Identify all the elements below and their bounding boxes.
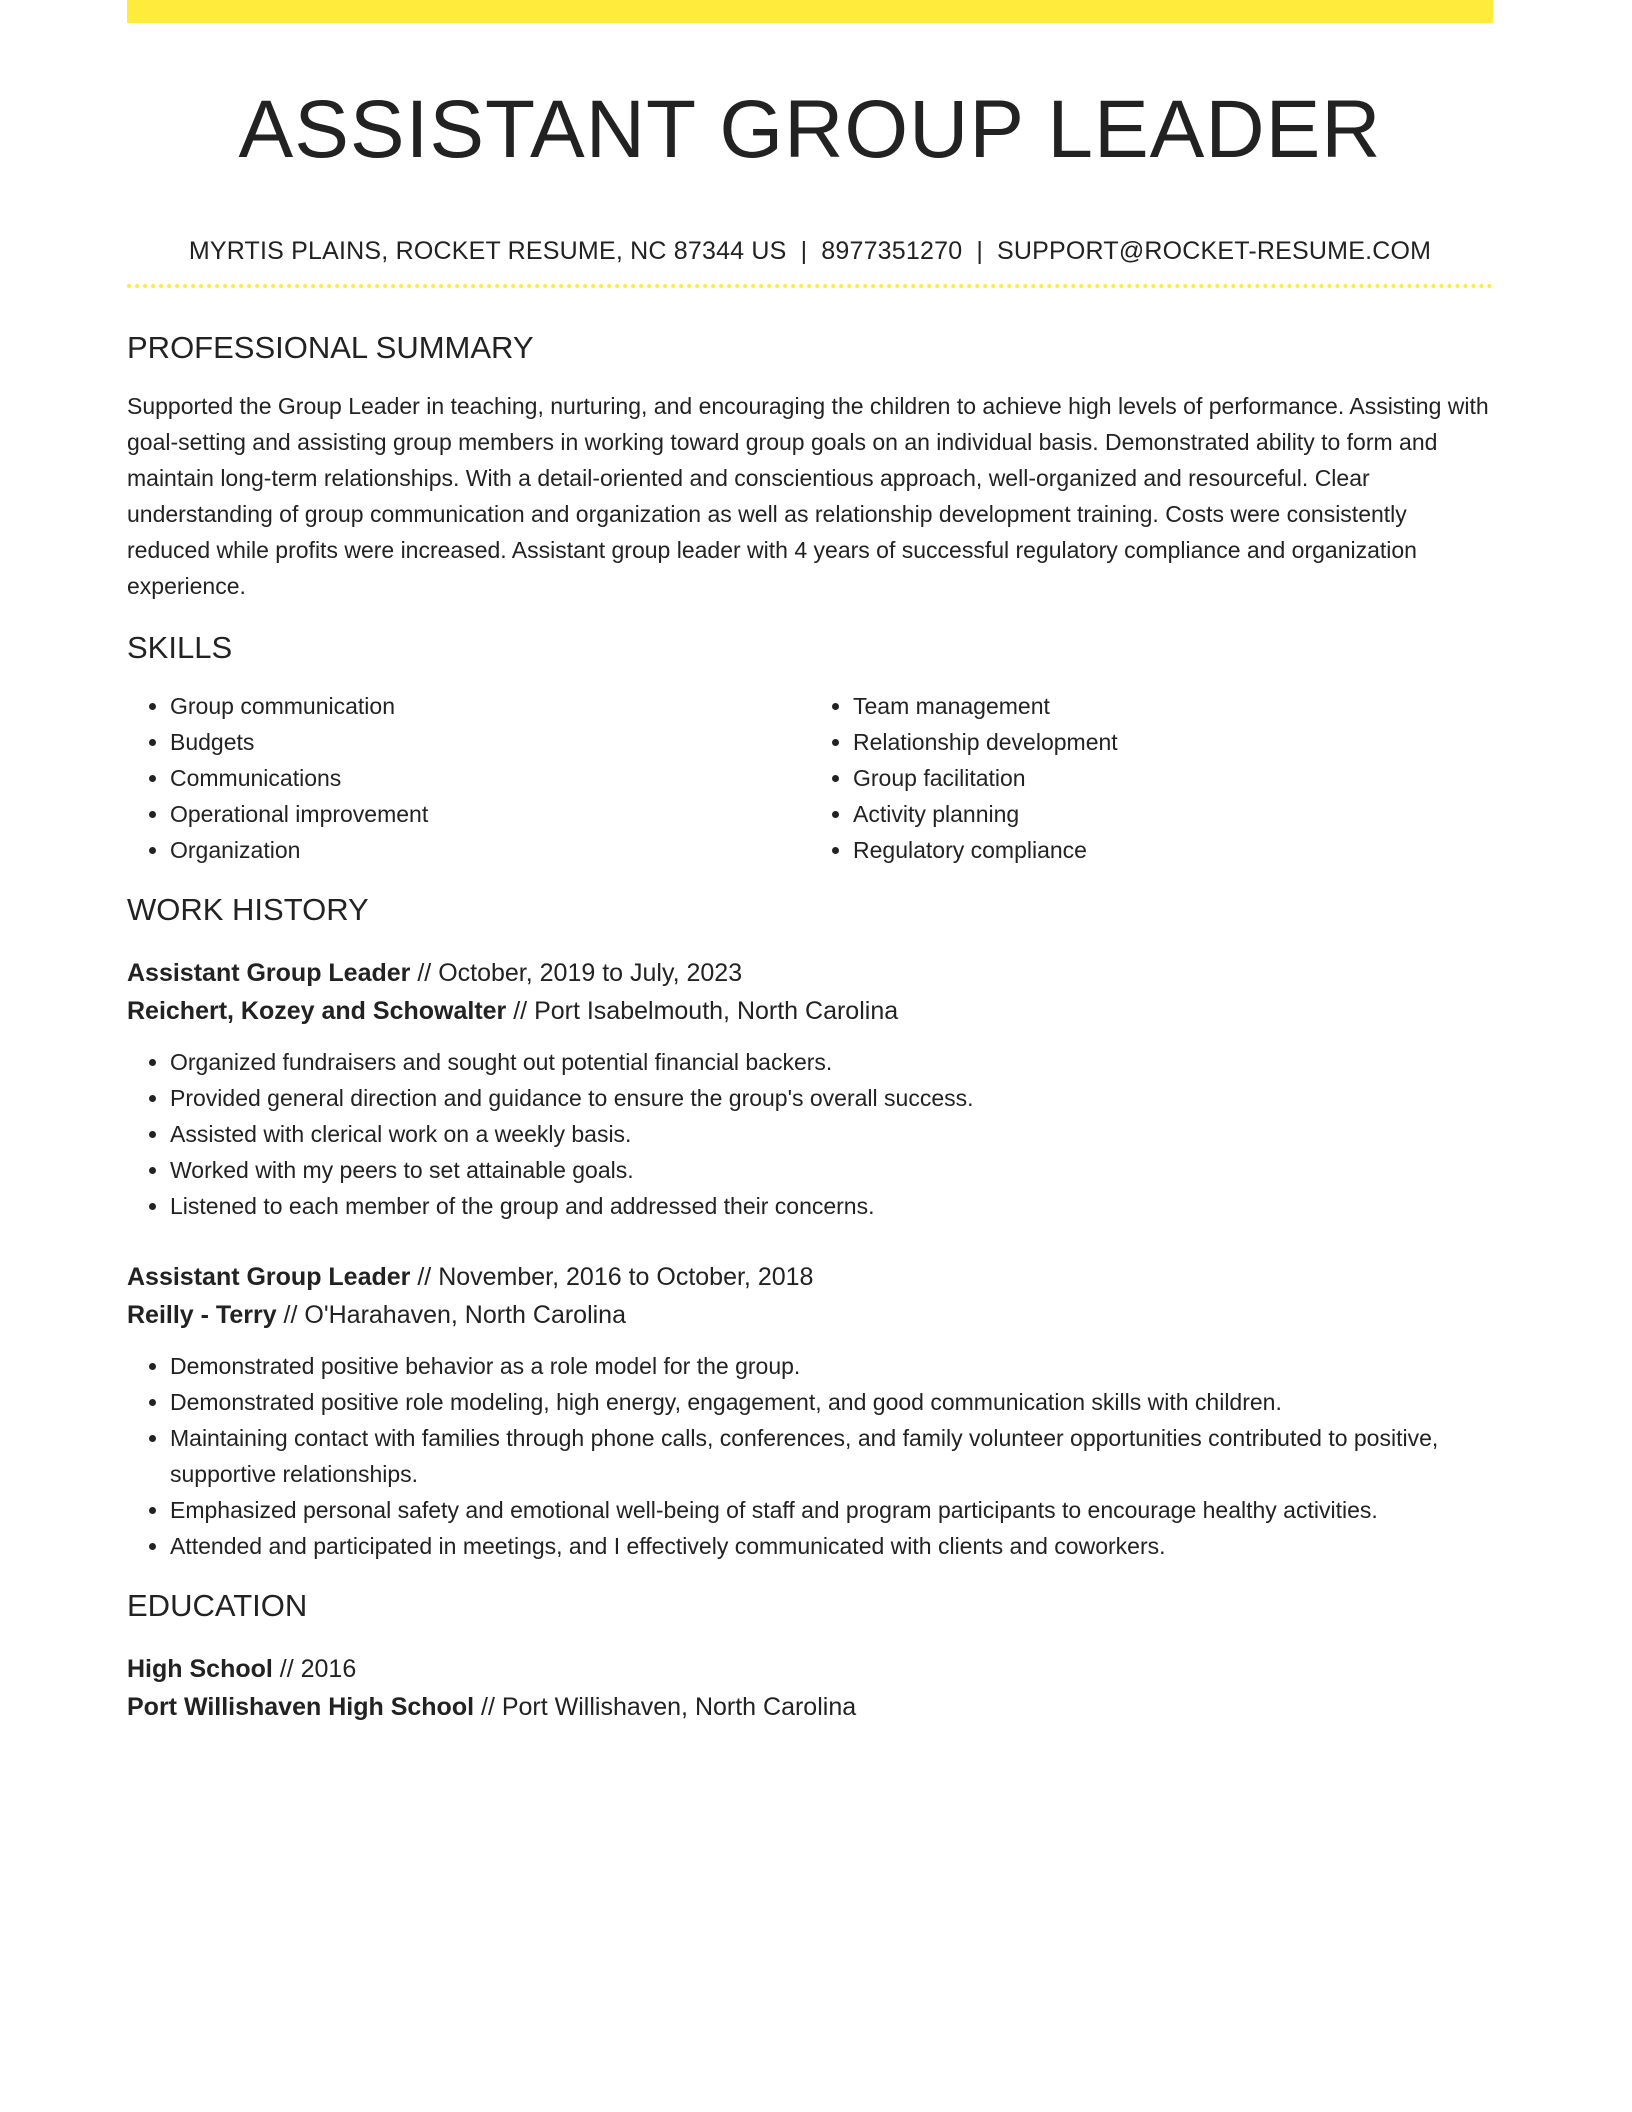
education-year: // 2016 — [272, 1655, 357, 1683]
skill-item: • Budgets — [170, 724, 810, 760]
skill-item: • Group facilitation — [853, 760, 1493, 796]
contact-line — [127, 234, 1493, 268]
contact-separator: | — [976, 237, 984, 265]
header-divider — [127, 284, 1493, 288]
contact-phone: 8977351270 — [821, 237, 963, 265]
skill-item: • Regulatory compliance — [853, 832, 1493, 868]
summary-text: Supported the Group Leader in teaching, nurturing, and encouraging the children to achieve high levels of performance. Assisting with goal-setting and assisting group members in working toward group goals on an individual basis. Demonstrated ability to form and maintain long-term relationships. With a detail-oriented and conscientious approach, well-organized and resourceful. Clear understanding of group communication and organization as well as relationship development training. Costs were consistently reduced while profits were increased. Assistant group leader with 4 years of successful regulatory compliance and organization experience. — [127, 393, 1489, 599]
job-bullet: • Demonstrated positive behavior as a role model for the group. — [170, 1348, 1493, 1384]
education-entry — [127, 1650, 1493, 1726]
education-degree-line — [127, 1650, 1493, 1688]
job-bullet: • Worked with my peers to set attainable goals. — [170, 1152, 1493, 1188]
job-entry — [127, 1258, 1493, 1564]
job-bullet: • Provided general direction and guidance to ensure the group's overall success. — [170, 1080, 1493, 1116]
job-role-line — [127, 954, 1493, 992]
job-bullet: • Demonstrated positive role modeling, high energy, engagement, and good communication skills with children. — [170, 1384, 1493, 1420]
summary-heading: PROFESSIONAL SUMMARY — [127, 330, 534, 365]
skills-heading: SKILLS — [127, 630, 233, 665]
education-school-line — [127, 1688, 1493, 1726]
job-bullet: • Listened to each member of the group and addressed their concerns. — [170, 1188, 1493, 1224]
resume-name: ASSISTANT GROUP LEADER — [238, 84, 1382, 175]
job-location: // Port Isabelmouth, North Carolina — [506, 997, 899, 1025]
resume-content — [127, 0, 1493, 1726]
contact-separator: | — [800, 237, 808, 265]
job-bullet: • Organized fundraisers and sought out potential financial backers. — [170, 1044, 1493, 1080]
skill-item: • Operational improvement — [170, 796, 810, 832]
work-history-heading: WORK HISTORY — [127, 892, 369, 927]
skills-column-left — [127, 688, 810, 868]
job-company: Reichert, Kozey and Schowalter — [127, 997, 507, 1025]
job-location: // O'Harahaven, North Carolina — [276, 1301, 626, 1329]
education-degree: High School — [127, 1655, 273, 1683]
job-bullets — [127, 1348, 1493, 1564]
job-company-line — [127, 992, 1493, 1030]
job-entry — [127, 954, 1493, 1224]
skill-item: • Activity planning — [853, 796, 1493, 832]
job-role: Assistant Group Leader — [127, 959, 411, 987]
education-location: // Port Willishaven, North Carolina — [474, 1693, 857, 1721]
skills-column-right — [810, 688, 1493, 868]
job-bullet: • Maintaining contact with families through phone calls, conferences, and family volunteer opportunities contributed to positive, supportive relationships. — [170, 1420, 1493, 1492]
contact-address: MYRTIS PLAINS, ROCKET RESUME, NC 87344 US — [188, 237, 787, 265]
skill-item: • Communications — [170, 760, 810, 796]
job-dates: // November, 2016 to October, 2018 — [410, 1263, 814, 1291]
skill-item: • Organization — [170, 832, 810, 868]
job-dates: // October, 2019 to July, 2023 — [410, 959, 743, 987]
job-bullet: • Emphasized personal safety and emotional well-being of staff and program participants to encourage healthy activities. — [170, 1492, 1493, 1528]
education-heading: EDUCATION — [127, 1588, 308, 1623]
contact-email: SUPPORT@ROCKET-RESUME.COM — [997, 237, 1432, 265]
skill-item: • Group communication — [170, 688, 810, 724]
job-company-line — [127, 1296, 1493, 1334]
job-role: Assistant Group Leader — [127, 1263, 411, 1291]
skills-grid — [127, 688, 1493, 868]
job-bullet: • Attended and participated in meetings, and I effectively communicated with clients and coworkers. — [170, 1528, 1493, 1564]
job-role-line — [127, 1258, 1493, 1296]
job-company: Reilly - Terry — [127, 1301, 277, 1329]
skill-item: • Team management — [853, 688, 1493, 724]
skill-item: • Relationship development — [853, 724, 1493, 760]
job-bullets — [127, 1044, 1493, 1224]
job-bullet: • Assisted with clerical work on a weekly basis. — [170, 1116, 1493, 1152]
education-school: Port Willishaven High School — [127, 1693, 475, 1721]
